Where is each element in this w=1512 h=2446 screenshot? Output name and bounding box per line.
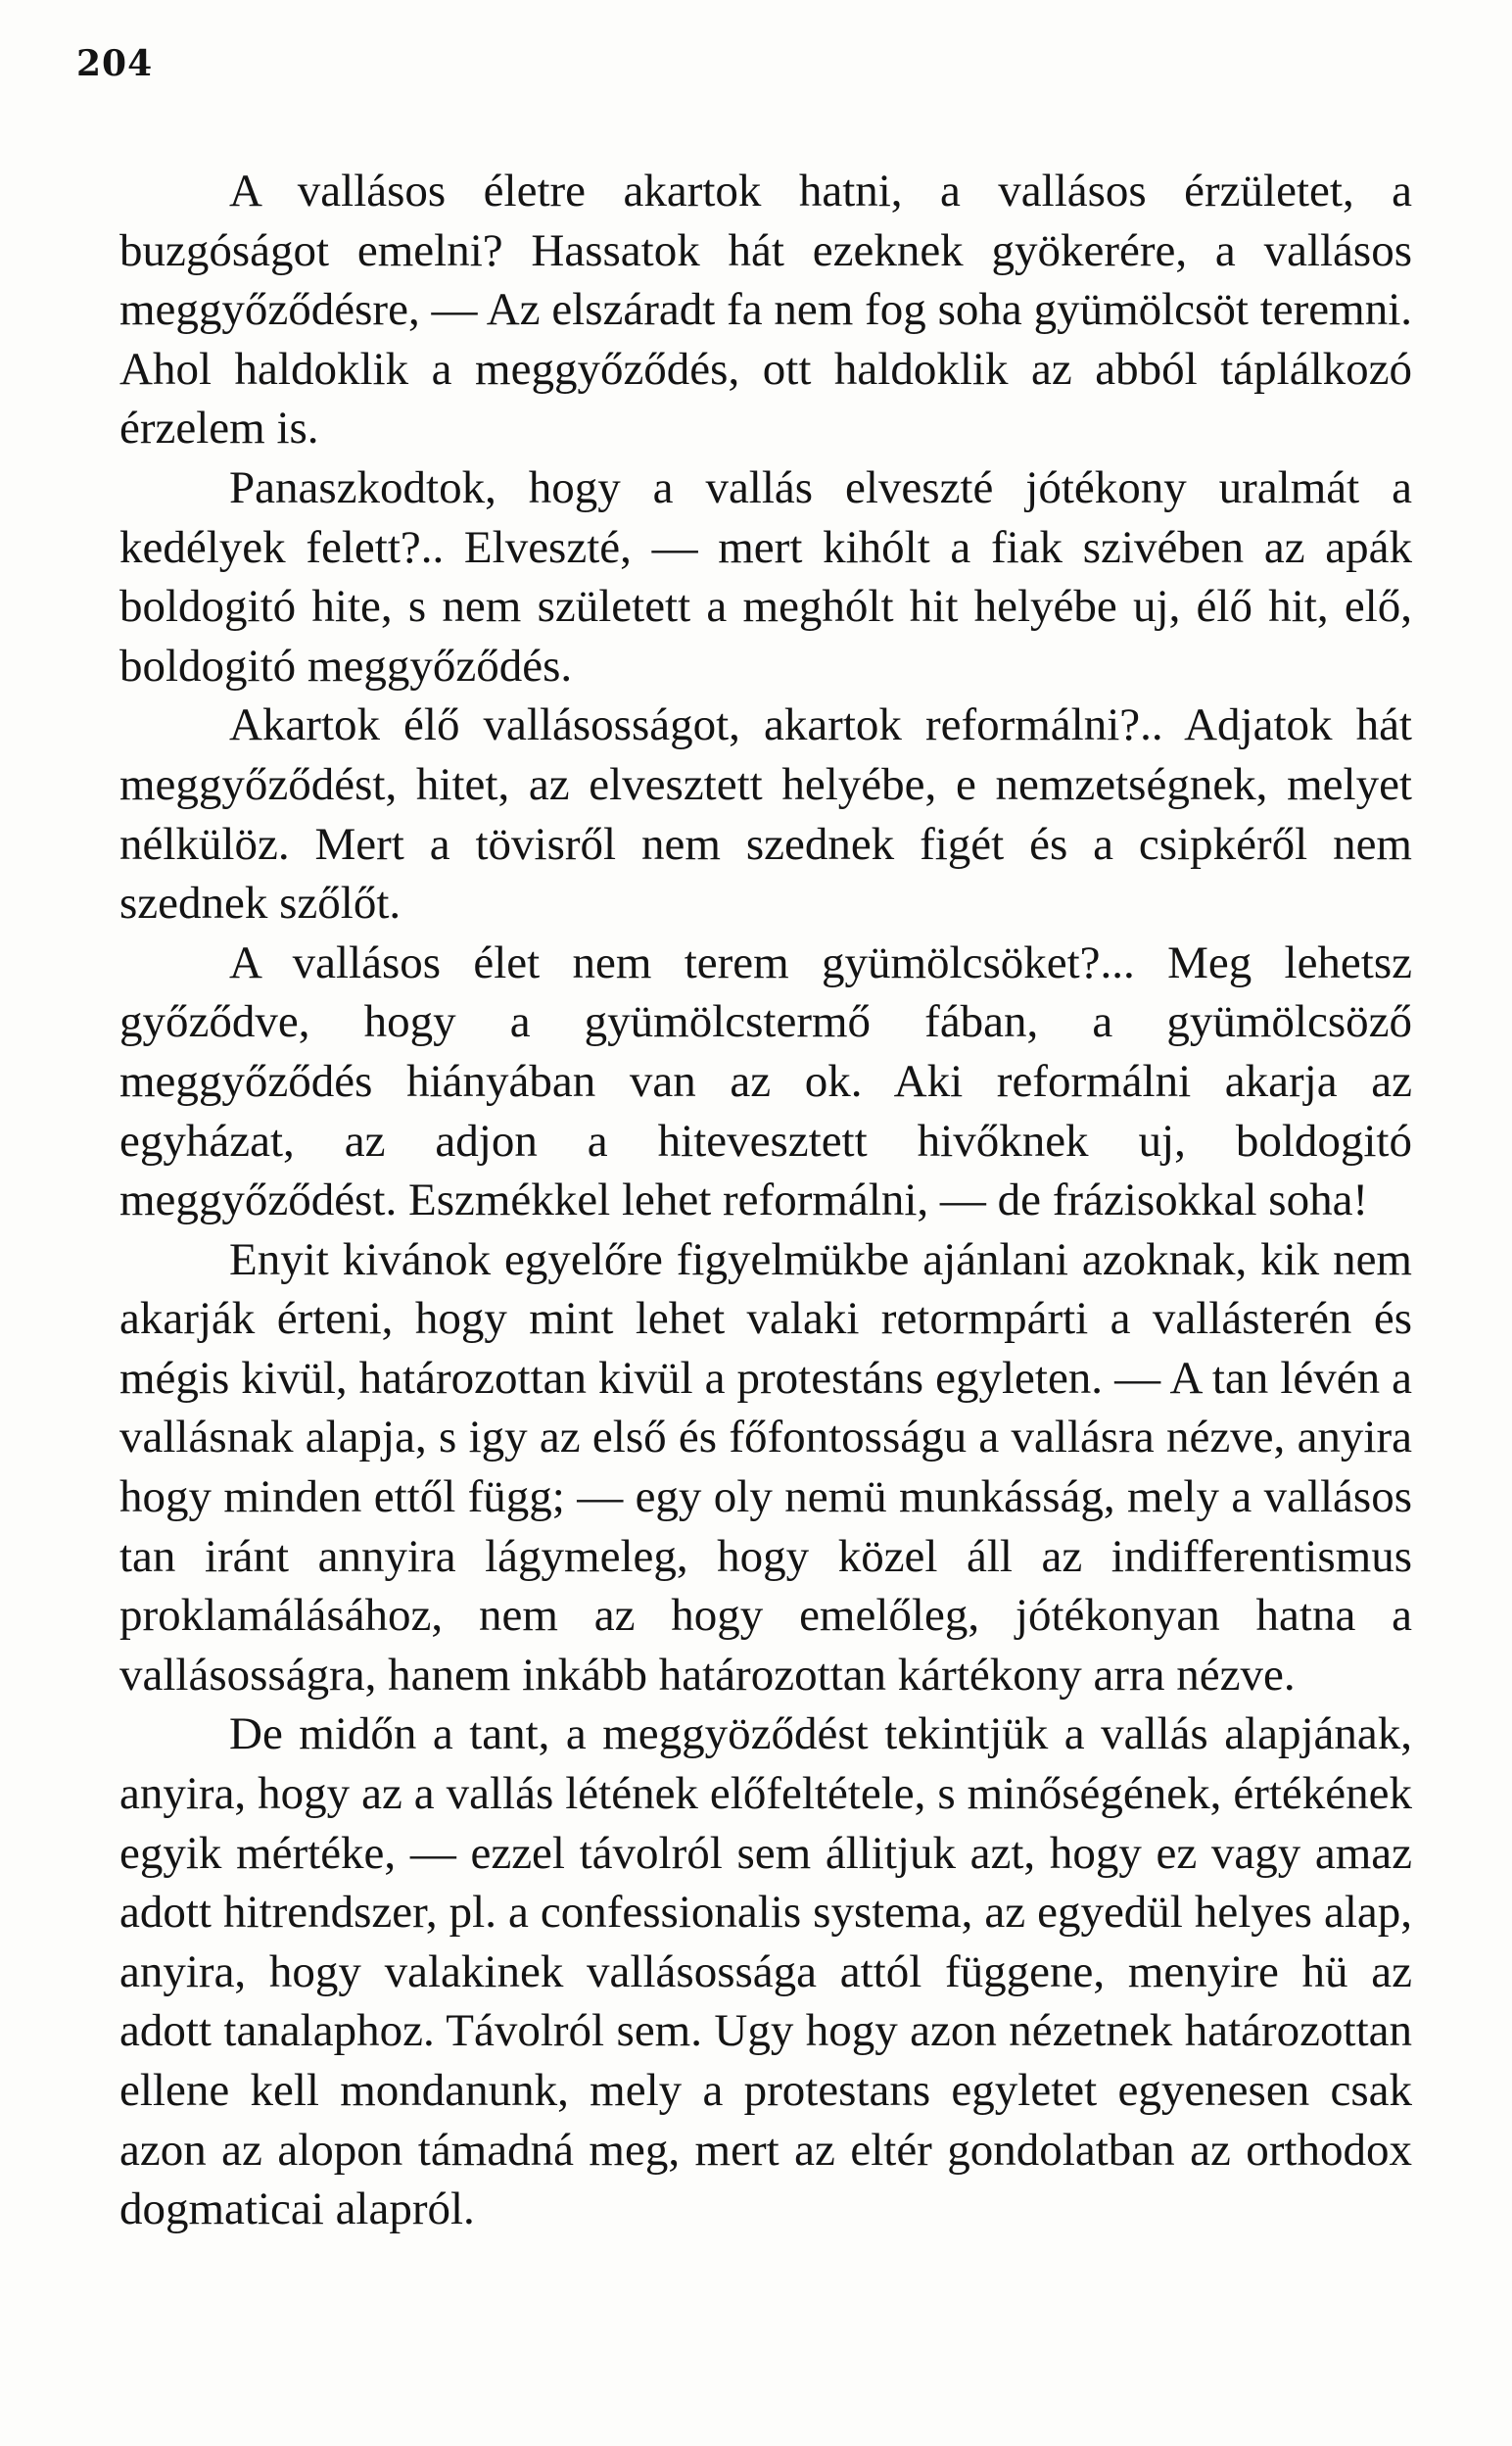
page-number: 204 [76, 43, 154, 84]
paragraph-1: A vallásos életre akartok hatni, a vallásos érzületet, a buzgóságot emelni? Hassatok hát ezeknek gyökerére, a vallásos meggyőződésre, — Az elszáradt fa nem fog soha gyümölcsöt teremni. Ahol haldoklik a meggyőződés, ott haldoklik az abból táplálkozó érzelem is. [119, 166, 1412, 455]
paragraph-5: Enyit kivánok egyelőre figyelmükbe ajánlani azoknak, kik nem akarják érteni, hogy mint lehet valaki retormpárti a vallásterén és mégis kivül, határozottan kivül a protestáns egyleten. — A tan lévén a vallásnak alapja, s igy az első és főfontosságu a vallásra nézve, anyira hogy minden ettől függ; — egy oly nemü munkásság, mely a vallásos tan iránt annyira lágymeleg, hogy közel áll az indifferentismus proklamálásához, nem az hogy emelőleg, jótékonyan hatna a vallásosságra, hanem inkább határozottan kártékony arra nézve. [119, 1233, 1412, 1701]
paragraph-2: Panaszkodtok, hogy a vallás elveszté jótékony uralmát a kedélyek felett?.. Elveszté, — mert kihólt a fiak szivében az apák boldogitó hite, s nem született a meghólt hit helyébe uj, élő hit, elő, boldogitó meggyőződés. [119, 461, 1412, 692]
paragraph-3: Akartok élő vallásosságot, akartok reformálni?.. Adjatok hát meggyőződést, hitet, az elvesztett helyébe, e nemzetségnek, melyet nélkülöz. Mert a tövisről nem szednek figét és a csipkéről nem szednek szőlőt. [119, 699, 1412, 930]
paragraph-4: A vallásos élet nem terem gyümölcsöket?... Meg lehetsz győződve, hogy a gyümölcstermő fában, a gyümölcsöző meggyőződés hiányában van az ok. Aki reformálni akarja az egyházat, az adjon a hitevesztett hivőknek uj, boldogitó meggyőződést. Eszmékkel lehet reformálni, — de frázisokkal soha! [119, 936, 1412, 1226]
body-text [119, 162, 1412, 2239]
paragraph-6: De midőn a tant, a meggyöződést tekintjük a vallás alapjának, anyira, hogy az a vallás létének előfeltétele, s minőségének, értékének egyik mértéke, — ezzel távolról sem állitjuk azt, hogy ez vagy amaz adott hitrendszer, pl. a confessionalis systema, az egyedül helyes alap, anyira, hogy valakinek vallásossága attól függene, menyire hü az adott tanalaphoz. Távolról sem. Ugy hogy azon nézetnek határozottan ellene kell mondanunk, mely a protestans egyletet egyenesen csak azon az alopon támadná meg, mert az eltér gondolatban az orthodox dogmaticai alapról. [119, 1708, 1412, 2235]
